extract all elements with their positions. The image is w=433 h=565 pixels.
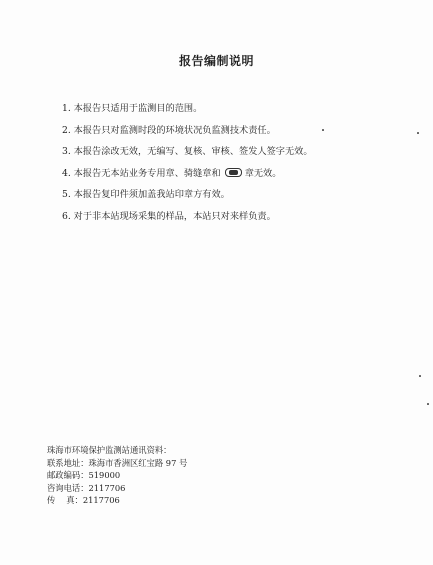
notes-list: [62, 103, 313, 232]
scan-speck: [427, 403, 429, 405]
cma-seal-icon: [225, 168, 242, 177]
note-item: [62, 146, 313, 158]
address-label: 联系地址：: [47, 457, 89, 468]
contact-block: [47, 444, 187, 507]
note-text: 6. 对于非本站现场采集的样品，本站只对来样负责。: [62, 210, 276, 222]
note-item: [62, 103, 313, 115]
contact-fax-line: [47, 494, 187, 507]
note-text-suffix: 章无效。: [244, 167, 282, 179]
note-text: 2. 本报告只对监测时段的环境状况负监测技术责任。: [62, 124, 276, 136]
postcode-value: 519000: [88, 470, 121, 481]
note-text: 4. 本报告无本站业务专用章、骑缝章和: [62, 167, 221, 179]
note-item: [62, 168, 313, 180]
phone-label: 咨询电话：: [47, 482, 89, 493]
note-item: [62, 211, 313, 223]
contact-postcode-line: [47, 469, 187, 482]
scan-speck: [419, 375, 421, 377]
address-value: 珠海市香洲区红宝路 97 号: [88, 457, 188, 468]
note-text: 5. 本报告复印件须加盖我站印章方有效。: [62, 189, 230, 200]
contact-phone-line: [47, 482, 187, 495]
fax-label: 传 真：: [47, 495, 83, 506]
scan-speck: [322, 129, 324, 131]
note-item: [62, 125, 313, 137]
phone-value: 2117706: [88, 482, 126, 493]
postcode-label: 邮政编码：: [47, 470, 89, 481]
scan-speck: [417, 132, 419, 134]
note-text: 3. 本报告涂改无效，无编写、复核、审核、签发人签字无效。: [62, 146, 313, 157]
contact-heading: 珠海市环境保护监测站通讯资料：: [47, 445, 172, 455]
note-text: 1. 本报告只适用于监测目的范围。: [62, 103, 203, 114]
page-title: 报告编制说明: [178, 54, 254, 68]
note-item: [62, 189, 313, 201]
fax-value: 2117706: [82, 495, 120, 506]
contact-address-line: [47, 457, 187, 470]
